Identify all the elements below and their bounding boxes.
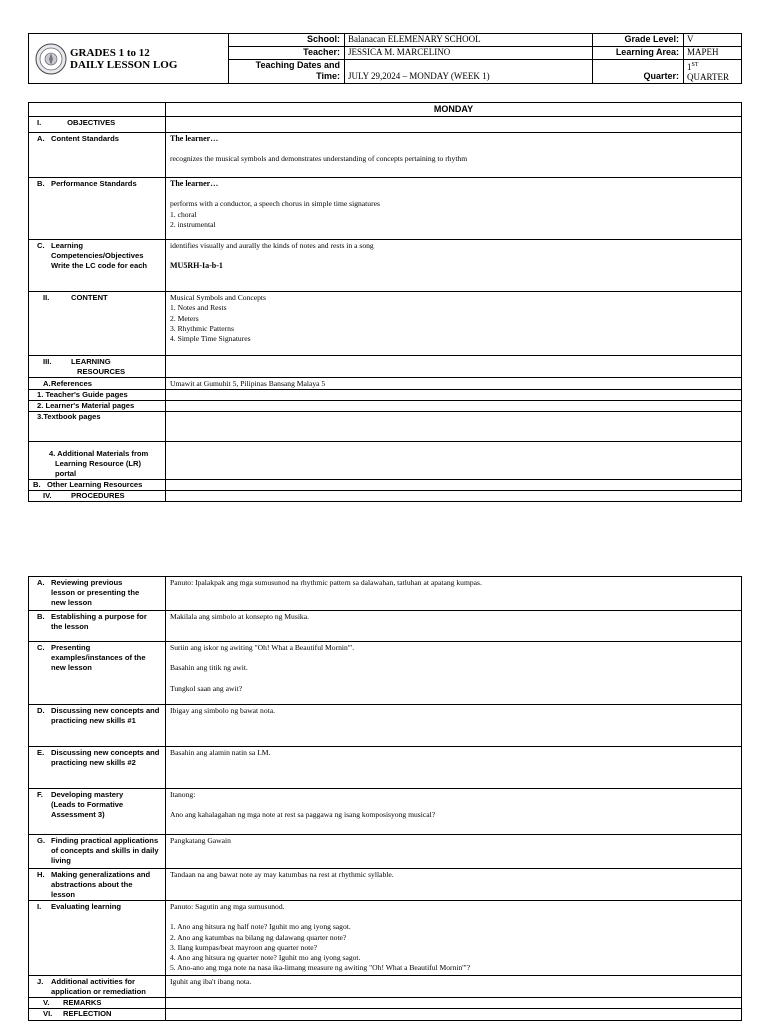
- references-num: A.: [43, 379, 51, 388]
- evaluation-item: 2. Ano ang katumbas na bilang ng dalawang quarter note?: [170, 932, 347, 942]
- additional-materials-label: [29, 442, 166, 480]
- content-title: Musical Symbols and Concepts: [170, 293, 266, 302]
- header-table: [28, 33, 742, 84]
- evaluation-item: 1. Ano ang hitsura ng half note? Iguhit mo ang iyong sagot.: [170, 922, 351, 932]
- procedure-j-label: [29, 976, 166, 998]
- procedure-h-label-1: Making generalizations and: [51, 870, 151, 879]
- dates-label: [229, 60, 345, 84]
- other-resources-content: [166, 480, 742, 491]
- procedure-c-label: [29, 642, 166, 705]
- procedure-d-content: Ibigay ang simbolo ng bawat nota.: [166, 705, 742, 747]
- procedure-a-num: A.: [37, 578, 45, 587]
- procedure-b-content: Makilala ang simbolo at konsepto ng Musika.: [166, 611, 742, 642]
- procedure-c-label-1: Presenting: [51, 643, 91, 652]
- procedure-g-label-1: Finding practical applications: [51, 836, 159, 845]
- procedure-e-label-2: practicing new skills #2: [51, 758, 136, 767]
- lesson-table-2: [28, 576, 742, 1021]
- procedure-d-num: D.: [37, 706, 45, 715]
- content-standards-label: [29, 133, 166, 178]
- procedure-j-content: Iguhit ang iba't ibang nota.: [166, 976, 742, 998]
- procedures-content: [166, 491, 742, 502]
- reflection-label: [29, 1009, 166, 1021]
- competencies-code: MU5RH-Ia-b-1: [170, 261, 223, 271]
- procedures-num: IV.: [43, 491, 52, 501]
- procedure-c-line: Tungkol saan ang awit?: [170, 683, 243, 693]
- procedure-g-label: [29, 835, 166, 869]
- content-item: 2. Meters: [170, 313, 199, 323]
- procedure-h-label-3: lesson: [51, 890, 76, 899]
- day-header: MONDAY: [166, 103, 742, 117]
- procedure-f-line: Ano ang kahalagahan ng mga note at rest sa paggawa ng isang komposisyong musical?: [170, 810, 436, 820]
- content-item: 1. Notes and Rests: [170, 303, 227, 313]
- procedure-e-label-1: Discussing new concepts and: [51, 748, 160, 757]
- content-num: II.: [43, 293, 50, 302]
- procedure-g-content: Pangkatang Gawain: [166, 835, 742, 869]
- performance-standards-label: [29, 178, 166, 240]
- procedure-j-num: J.: [37, 977, 44, 986]
- other-text: Other Learning Resources: [47, 480, 143, 490]
- procedure-b-label-1: Establishing a purpose for: [51, 612, 147, 621]
- grade-label: Grade Level:: [593, 34, 684, 47]
- textbook-content: [166, 412, 742, 442]
- procedure-i-num: I.: [37, 902, 42, 911]
- dates-label-line-1: Teaching Dates and: [255, 60, 340, 70]
- lm-pages-label: 2. Learner's Material pages: [29, 401, 166, 412]
- procedure-c-content: [166, 642, 742, 705]
- other-num: B.: [33, 480, 41, 490]
- content-item: 3. Rhythmic Patterns: [170, 323, 234, 333]
- competencies-num: C.: [37, 241, 45, 250]
- remarks-content: [166, 998, 742, 1009]
- competencies-label-2: Competencies/Objectives: [51, 251, 144, 260]
- procedure-e-content: Basahin ang alamin natin sa LM.: [166, 747, 742, 789]
- procedure-f-label-1: Developing mastery: [51, 790, 124, 799]
- content-text: CONTENT: [71, 293, 108, 302]
- performance-standards-text-value: performs with a conductor, a speech chorus in simple time signatures: [170, 199, 380, 209]
- competencies-label-3: Write the LC code for each: [51, 261, 148, 270]
- procedure-f-label-3: Assessment 3): [51, 810, 105, 819]
- school-label: School:: [229, 34, 345, 47]
- content-label: [29, 292, 166, 356]
- deped-seal-icon: [35, 43, 67, 75]
- content-standards-content: [166, 133, 742, 178]
- content-standards-text: Content Standards: [51, 134, 119, 143]
- remarks-num: V.: [43, 998, 50, 1007]
- procedure-f-num: F.: [37, 790, 43, 799]
- performance-standards-text: Performance Standards: [51, 179, 137, 188]
- evaluation-item: 4. Ano ang hitsura ng quarter note? Iguhit mo ang iyong sagot.: [170, 953, 361, 963]
- remarks-label: [29, 998, 166, 1009]
- procedure-b-label: [29, 611, 166, 642]
- additional-label-1: 4. Additional Materials from: [49, 449, 149, 459]
- content-item: 4. Simple Time Signatures: [170, 334, 251, 344]
- procedure-c-line: Suriin ang iskor ng awiting "Oh! What a Beautiful Mornin'".: [170, 643, 355, 652]
- competencies-label: [29, 240, 166, 292]
- procedure-a-label-2: lesson or presenting the: [51, 588, 140, 597]
- additional-label-3: portal: [55, 469, 77, 479]
- tg-pages-content: [166, 390, 742, 401]
- content-standards-lead: The learner…: [170, 134, 219, 143]
- evaluation-intro: Panuto: Sagutin ang mga sumusunod.: [170, 902, 285, 911]
- procedure-i-content: [166, 901, 742, 976]
- resources-num: III.: [43, 357, 52, 366]
- references-text: References: [51, 379, 92, 388]
- resources-label: [29, 356, 166, 378]
- procedure-i-label: [29, 901, 166, 976]
- references-label: [29, 378, 166, 390]
- title-line-1: GRADES 1 to 12: [70, 46, 150, 59]
- performance-item: 1. choral: [170, 209, 197, 219]
- additional-materials-content: [166, 442, 742, 480]
- content-content: [166, 292, 742, 356]
- objectives-num: I.: [37, 118, 42, 127]
- procedures-text: PROCEDURES: [71, 491, 125, 501]
- day-header-blank: [29, 103, 166, 117]
- area-label: Learning Area:: [593, 47, 684, 60]
- quarter-word: QUARTER: [687, 72, 729, 82]
- procedure-e-label: [29, 747, 166, 789]
- quarter-label: Quarter:: [593, 60, 684, 84]
- references-content: Umawit at Gumuhit 5, Pilipinas Bansang Malaya 5: [166, 378, 742, 390]
- objectives-label: [29, 117, 166, 133]
- quarter-number: 1: [687, 62, 692, 72]
- procedure-d-label-2: practicing new skills #1: [51, 716, 136, 725]
- quarter-value: [684, 60, 742, 84]
- dates-label-line-2: Time:: [316, 71, 340, 81]
- logo-title-cell: [29, 34, 229, 84]
- procedure-g-label-2: of concepts and skills in daily: [51, 846, 159, 855]
- performance-standards-num: B.: [37, 179, 45, 188]
- procedure-g-num: G.: [37, 836, 46, 845]
- procedure-g-label-3: living: [51, 856, 71, 865]
- procedure-b-label-2: the lesson: [51, 622, 89, 631]
- dates-value: JULY 29,2024 – MONDAY (WEEK 1): [345, 60, 593, 84]
- procedure-b-num: B.: [37, 612, 45, 621]
- lesson-table-1: [28, 102, 742, 502]
- procedure-j-label-1: Additional activities for: [51, 977, 135, 986]
- performance-standards-content: [166, 178, 742, 240]
- competencies-text: identifies visually and aurally the kinds of notes and rests in a song: [170, 241, 374, 250]
- procedure-c-label-3: new lesson: [51, 663, 92, 672]
- procedure-h-label-2: abstractions about the: [51, 880, 133, 889]
- procedure-f-label-2: (Leads to Formative: [51, 800, 124, 809]
- quarter-suffix: ST: [691, 62, 699, 68]
- evaluation-item: 3. Ilang kumpas/beat mayroon ang quarter note?: [170, 942, 317, 952]
- other-resources-label: [29, 480, 166, 491]
- school-value: Balanacan ELEMENARY SCHOOL: [345, 34, 593, 47]
- teacher-label: Teacher:: [229, 47, 345, 60]
- evaluation-item: 5. Ano-ano ang mga note na nasa ika-limang measure ng awiting "Oh! What a Beautiful Mornin'"?: [170, 963, 471, 973]
- tg-pages-label: 1. Teacher's Guide pages: [29, 390, 166, 401]
- content-standards-num: A.: [37, 134, 45, 143]
- performance-standards-lead: The learner…: [170, 179, 219, 188]
- resources-content: [166, 356, 742, 378]
- procedure-c-num: C.: [37, 643, 45, 652]
- procedure-c-line: Basahin ang titik ng awit.: [170, 663, 248, 673]
- competencies-label-1: Learning: [51, 241, 84, 250]
- reflection-content: [166, 1009, 742, 1021]
- teacher-value: JESSICA M. MARCELINO: [345, 47, 593, 60]
- objectives-text: OBJECTIVES: [67, 118, 116, 127]
- procedure-d-label: [29, 705, 166, 747]
- resources-label-1: LEARNING: [71, 357, 111, 366]
- content-standards-text-value: recognizes the musical symbols and demonstrates understanding of concepts pertaining to rhythm: [170, 154, 468, 164]
- procedure-f-line: Itanong:: [170, 790, 196, 799]
- procedure-a-content: Panuto: Ipalakpak ang mga sumusunod na rhythmic pattern sa dalawahan, tatluhan at apatang kumpas.: [166, 577, 742, 611]
- objectives-content: [166, 117, 742, 133]
- procedure-i-text: Evaluating learning: [51, 902, 122, 911]
- procedure-f-label: [29, 789, 166, 835]
- procedure-d-label-1: Discussing new concepts and: [51, 706, 160, 715]
- procedures-label: [29, 491, 166, 502]
- performance-item: 2. instrumental: [170, 219, 216, 229]
- procedure-h-num: H.: [37, 870, 45, 879]
- procedure-a-label-3: new lesson: [51, 598, 92, 607]
- procedure-h-content: Tandaan na ang bawat note ay may katumbas na rest at rhythmic syllable.: [166, 869, 742, 901]
- procedure-j-label-2: application or remediation: [51, 987, 146, 996]
- title-line-2: DAILY LESSON LOG: [70, 58, 178, 71]
- procedure-a-label-1: Reviewing previous: [51, 578, 123, 587]
- procedure-e-num: E.: [37, 748, 45, 757]
- procedure-c-label-2: examples/instances of the: [51, 653, 146, 662]
- resources-label-2: RESOURCES: [77, 367, 126, 376]
- textbook-label: 3.Textbook pages: [29, 412, 166, 442]
- reflection-text: REFLECTION: [63, 1009, 112, 1018]
- grade-value: V: [684, 34, 742, 47]
- competencies-content: [166, 240, 742, 292]
- procedure-f-content: [166, 789, 742, 835]
- area-value: MAPEH: [684, 47, 742, 60]
- lm-pages-content: [166, 401, 742, 412]
- additional-label-2: Learning Resource (LR): [55, 459, 142, 469]
- remarks-text: REMARKS: [63, 998, 102, 1007]
- procedure-a-label: [29, 577, 166, 611]
- reflection-num: VI.: [43, 1009, 53, 1018]
- procedure-h-label: [29, 869, 166, 901]
